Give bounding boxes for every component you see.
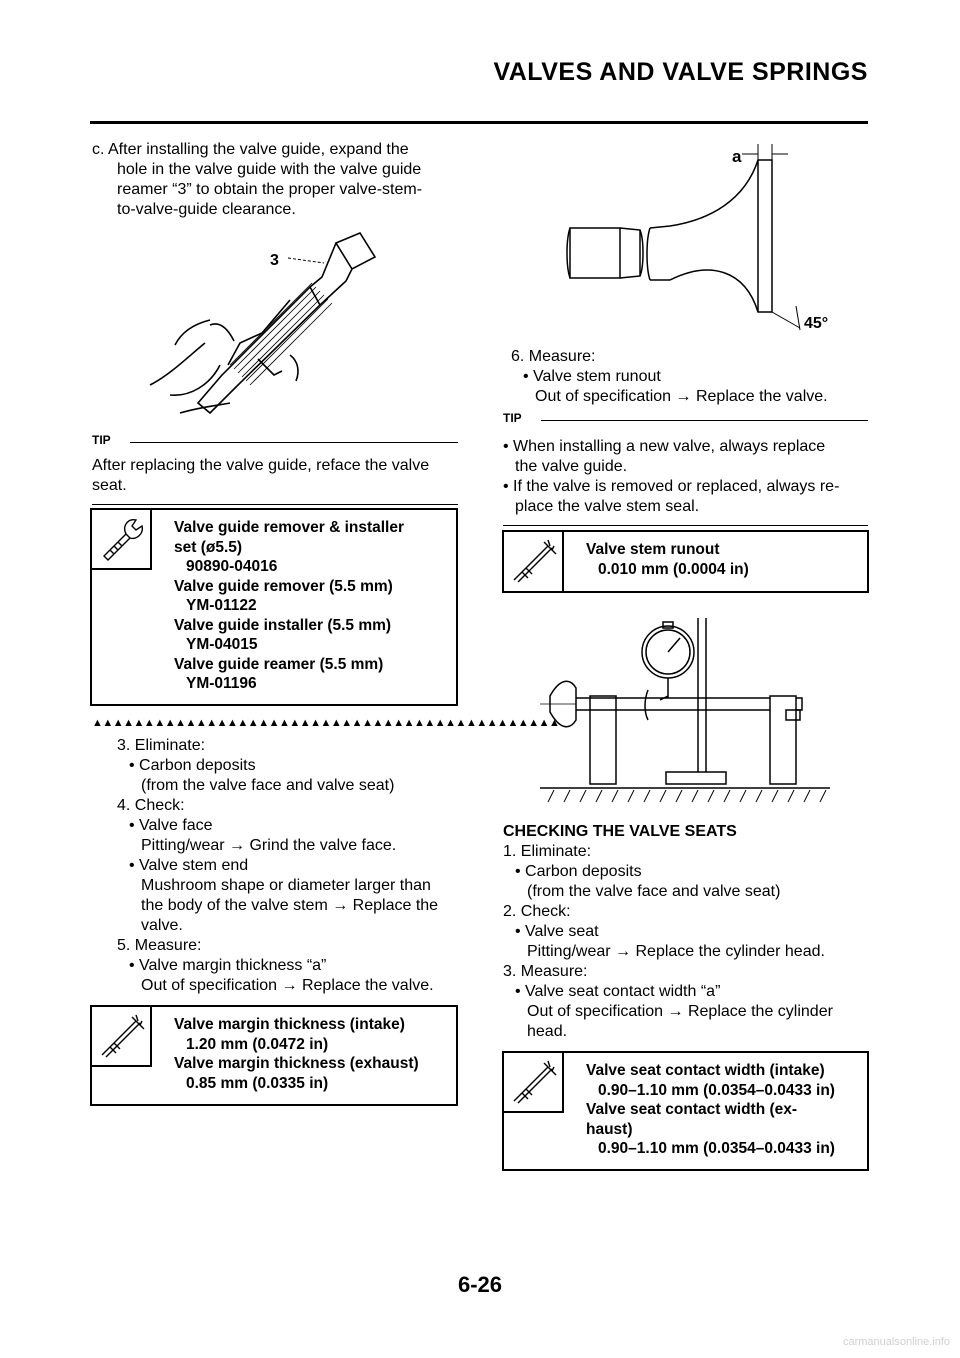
tip-end-rule (92, 504, 458, 505)
seat-step-1: 1. Eliminate: (503, 843, 592, 860)
margin-callout-a: a (732, 147, 742, 166)
seat-step-2: 2. Check: (503, 903, 571, 920)
page-title: VALVES AND VALVE SPRINGS (493, 58, 868, 86)
margin-spec-text (174, 1015, 419, 1093)
footer-watermark[interactable]: carmanualsonline.info (842, 1336, 950, 1348)
page-number: 6-26 (457, 1272, 503, 1297)
warning-triangle-row: ▲▲▲▲▲▲▲▲▲▲▲▲▲▲▲▲▲▲▲▲▲▲▲▲▲▲▲▲▲▲▲▲▲▲▲▲▲▲▲▲▲▲▲▲▲ (92, 717, 560, 729)
seat-spec-box (502, 1051, 869, 1171)
spec-name: Valve seat contact width (intake) (586, 1062, 825, 1079)
seat-step-3-detail: Out of specification → Replace the cylinder (527, 1003, 833, 1020)
step-c-line-1: c. After installing the valve guide, expand the (92, 141, 409, 158)
seat-step-1-detail: (from the valve face and valve seat) (527, 883, 781, 900)
step-4-item-2-detail: Mushroom shape or diameter larger than (141, 877, 431, 894)
step-4: 4. Check: (117, 797, 185, 814)
tip-label-right: TIP (503, 411, 522, 425)
tip-label: TIP (92, 433, 111, 447)
tip-text-line-2: seat. (92, 477, 127, 494)
step-5-item-detail: Out of specification → Replace the valve. (141, 977, 434, 994)
spec-name: Valve margin thickness (exhaust) (174, 1055, 419, 1072)
margin-spec-box (90, 1005, 458, 1106)
spec-name: Valve seat contact width (ex- (586, 1101, 798, 1118)
tip-item-2: • If the valve is removed or replaced, always re- (503, 478, 840, 495)
runout-measurement-figure (540, 608, 840, 818)
step-6: 6. Measure: (511, 348, 596, 365)
caliper-spec-icon (92, 1007, 152, 1067)
spec-value: 0.010 mm (0.0004 in) (598, 560, 749, 578)
step-c-line-2: hole in the valve guide with the valve guide (117, 161, 422, 178)
step-4-item-2-detail: the body of the valve stem → Replace the (141, 897, 439, 914)
runout-spec-box (502, 530, 869, 593)
step-5: 5. Measure: (117, 937, 202, 954)
face-angle-callout: 45° (804, 315, 829, 332)
tool-name: Valve guide installer (5.5 mm) (174, 616, 392, 634)
tool-number: YM-04015 (186, 636, 258, 653)
tip-rule (130, 442, 458, 443)
spec-value: 0.85 mm (0.0335 in) (186, 1074, 329, 1092)
tool-number: YM-01196 (186, 675, 257, 692)
step-4-item-1: • Valve face (129, 817, 213, 834)
step-4-item-1-detail: Pitting/wear → Grind the valve face. (141, 837, 397, 854)
step-4-item-2-detail: valve. (141, 917, 183, 934)
tip-end-rule-right (503, 525, 868, 526)
step-c-line-4: to-valve-guide clearance. (117, 201, 296, 218)
seat-step-3-detail: head. (527, 1023, 568, 1040)
seat-step-2-item: • Valve seat (515, 923, 599, 940)
step-3-detail: (from the valve face and valve seat) (141, 777, 395, 794)
caliper-spec-icon (504, 532, 564, 591)
valve-guide-reamer-figure (150, 225, 410, 420)
special-tools-box (90, 508, 458, 706)
section-heading: CHECKING THE VALVE SEATS (503, 823, 737, 840)
step-4-item-2: • Valve stem end (129, 857, 249, 874)
special-tools-list (174, 518, 404, 694)
tip-item-2-cont: place the valve stem seal. (515, 498, 700, 515)
spec-name: Valve stem runout (586, 541, 720, 558)
step-6-item-detail: Out of specification → Replace the valve. (535, 388, 828, 405)
valve-margin-figure (560, 140, 850, 340)
spec-value: 0.90–1.10 mm (0.0354–0.0433 in) (598, 1140, 835, 1157)
seat-step-1-item: • Carbon deposits (515, 863, 642, 880)
seat-step-3-item: • Valve seat contact width “a” (515, 983, 721, 1000)
spec-name: haust) (586, 1120, 633, 1138)
spec-name: Valve margin thickness (intake) (174, 1016, 405, 1033)
step-c-line-3: reamer “3” to obtain the proper valve-stem- (117, 181, 423, 198)
reamer-callout-3: 3 (270, 252, 279, 269)
tool-number: YM-01122 (186, 597, 257, 614)
tip-item-1: • When installing a new valve, always replace (503, 438, 826, 455)
step-5-item: • Valve margin thickness “a” (129, 957, 327, 974)
seat-step-3: 3. Measure: (503, 963, 588, 980)
step-3-item: • Carbon deposits (129, 757, 256, 774)
seat-step-2-detail: Pitting/wear → Replace the cylinder head. (527, 943, 825, 960)
tool-number: 90890-04016 (186, 558, 278, 575)
title-rule (90, 121, 868, 124)
tool-name: Valve guide remover (5.5 mm) (174, 577, 393, 595)
tool-name: set (ø5.5) (174, 538, 243, 556)
step-3: 3. Eliminate: (117, 737, 206, 754)
spec-value: 0.90–1.10 mm (0.0354–0.0433 in) (598, 1081, 835, 1099)
tool-name: Valve guide reamer (5.5 mm) (174, 655, 384, 673)
tip-text-line-1: After replacing the valve guide, reface the valve (92, 457, 430, 474)
spec-value: 1.20 mm (0.0472 in) (186, 1035, 329, 1053)
tip-item-1-cont: the valve guide. (515, 458, 628, 475)
seat-spec-text (586, 1061, 835, 1159)
tool-name: Valve guide remover & installer (174, 519, 405, 536)
runout-spec-text (586, 540, 749, 579)
special-tool-icon (92, 510, 152, 570)
step-6-item: • Valve stem runout (523, 368, 661, 385)
tip-rule-right (541, 420, 868, 421)
